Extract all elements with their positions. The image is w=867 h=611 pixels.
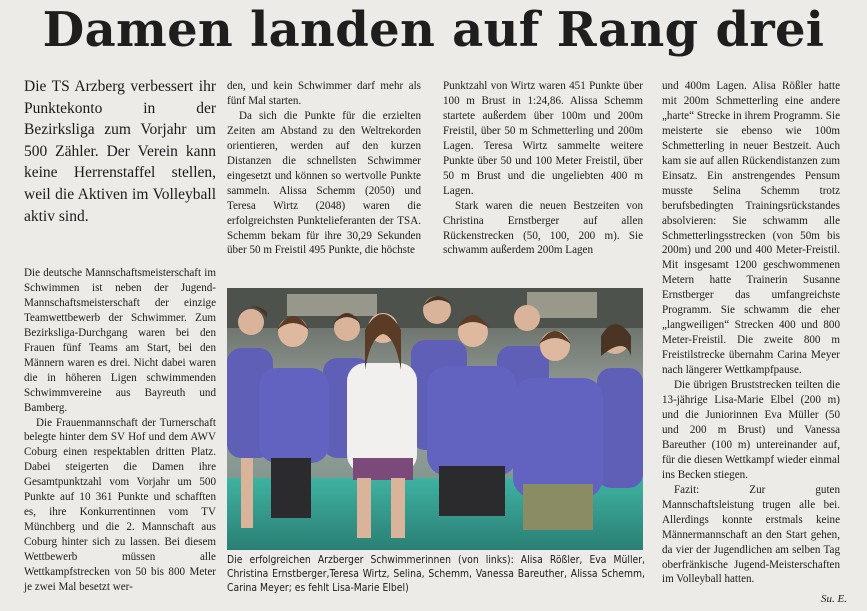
paragraph: Stark waren die neuen Bestzeiten von Christina Ernstberger auf allen Rückenstrecken (50, 100, 200 m). Sie schwamm außerdem 200m Lagen <box>443 199 643 257</box>
lead-paragraph: Die TS Arzberg verbessert ihr Punktekonto in der Bezirksliga zum Vorjahr um 500 Zähler. Der Verein kann keine Herrenstaffel stellen, weil die Aktiven im Volleyball aktiv sind. <box>24 78 216 225</box>
paragraph: und 400m Lagen. Alisa Rößler hatte mit 200m Schmetterling eine andere „harte“ Strecke in ihrem Programm. Sie meisterte sie ebenso wie 100m Schmetterling in neuer Bestzeit. Auch kam sie auf allen Rückendistanzen zum Einsatz. Ein anstrengendes Pensum musste Selina Schemm trotz berufsbedingten Trainingsrückstandes absolvieren: Sie schwamm alle Schmetterlingsstrecken (von 50m bis 200m) und 200 und 400 Meter-Freistil. Mit insgesamt 1200 geschwommenen Metern hatte Trainerin Susanne Ernstberger das umfangreichste Programm. Sie schwamm die eher „langweiligen“ Strecken 400 und 800 Meter-Freistil. Die zweite 800 m Freistilstrecke übernahm Carina Meyer nach längerer Wettkampfpause. <box>662 80 840 377</box>
article-column-2 <box>227 79 421 258</box>
paragraph: Fazit: Zur guten Mannschaftsleistung trugen alle bei. Allerdings konnte erstmals keine Männermannschaft an den Start gehen, da vier der Jugendlichen am selben Tag oberfränkische Jugend-Meisterschaften im Volleyball hatten. <box>662 483 840 586</box>
article-column-1 <box>24 266 216 595</box>
paragraph: Da sich die Punkte für die erzielten Zeiten am Abstand zu den Weltrekorden orientieren, werden auf den kurzen Distanzen die schnellsten Schwimmer eingesetzt und können so wertvolle Punkte sammeln. Alissa Schemm (2050) und Teresa Wirtz (2048) waren die erfolgreichsten Punktelieferanten der TSA. Schemm bekam für ihre 30,29 Sekunden über 50 m Freistil 495 Punkte, die höchste <box>227 109 421 257</box>
paragraph: Punktzahl von Wirtz waren 451 Punkte über 100 m Brust in 1:24,86. Alissa Schemm startete außerdem über 100m und 200m Freistil, über 50 m Schmetterling und 200m Lagen. Teresa Wirtz sammelte weitere Punkte über 50 und 100 Meter Freistil, über 50 m Brust und die ungeliebten 400 m Lagen. <box>443 80 643 197</box>
paragraph: Die übrigen Bruststrecken teilten die 13-jährige Lisa-Marie Elbel (200 m) und die Juniorinnen Eva Müller (50 und 200 m Brust) und Vanessa Bareuther (100 m) untereinander auf, für die diesen Wettkampf wieder einmal ins Becken stiegen. <box>662 379 840 481</box>
paragraph: Die Frauenmannschaft der Turnerschaft belegte hinter dem SV Hof und dem AWV Coburg einen respektablen dritten Platz. Dabei steigerten die Damen ihre Gesamtpunktzahl vom Vorjahr um 500 Punkte auf 10 361 Punkte und schafften es, ihre Konkurrentinnen vom TV Münchberg und die 2. Mannschaft aus Coburg hinter sich zu lassen. Bei diesem Wettbewerb müssen alle Wettkampfstrecken von 50 bis 800 Meter je zwei Mal besetzt wer- <box>24 416 216 594</box>
author-initials: Su. E. <box>821 593 847 605</box>
paragraph: Die deutsche Mannschaftsmeisterschaft im Schwimmen ist neben der Jugend-Mannschaftsmeisterschaft der einzige Teamwettbewerb der Schwimmer. Zum Bezirksliga-Durchgang waren bei den Frauen fünf Teams am Start, bei den Männern waren es drei. Nicht dabei waren die in höheren Ligen schwimmenden Schwimmvereine aus Bayreuth und Bamberg. <box>24 267 216 414</box>
article-column-4 <box>662 79 840 587</box>
team-photo <box>227 288 643 550</box>
photo-caption: Die erfolgreichen Arzberger Schwimmerinnen (von links): Alisa Rößler, Eva Müller, Christina Ernstberger,Teresa Wirtz, Selina, Schemm, Vanessa Bareuther, Alissa Schemm, Carina Meyer; es fehlt Lisa-Marie Elbel) <box>227 554 645 595</box>
article-column-3 <box>443 79 643 258</box>
headline: Damen landen auf Rang drei <box>42 2 825 58</box>
paragraph: den, und kein Schwimmer darf mehr als fünf Mal starten. <box>227 80 421 107</box>
